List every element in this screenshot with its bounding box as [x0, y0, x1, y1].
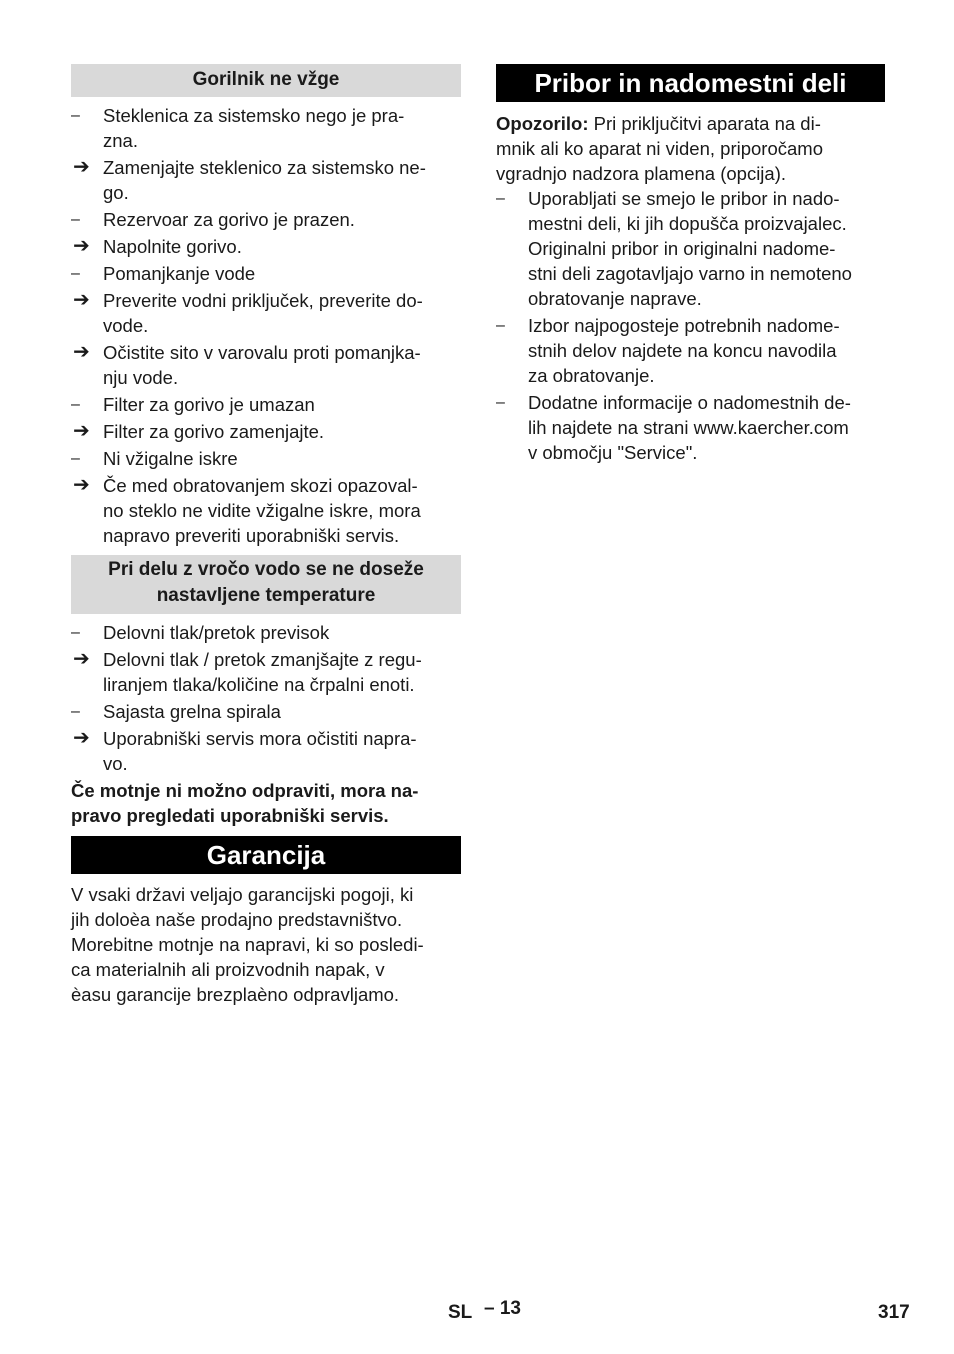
- footer-language: SL: [448, 1302, 473, 1323]
- footer-page-label: – 13: [484, 1298, 521, 1319]
- list-item-text: Uporabljati se smejo le pribor in nado- mestni deli, ki jih dopušča proizvajalec. Originalni pribor in originalni nadome- stni deli zagotavljajo varno in nemoteno obratovanje naprave.: [528, 188, 852, 309]
- accessories-list: [496, 186, 885, 465]
- dash-icon: –: [71, 396, 80, 413]
- warning-paragraph: [496, 111, 885, 186]
- list-item-text: Če med obratovanjem skozi opazoval- no steklo ne vidite vžigalne iskre, mora napravo preveriti uporabniški servis.: [103, 475, 421, 546]
- list-item: [71, 620, 461, 645]
- list-item: [71, 261, 461, 286]
- dash-icon: –: [496, 394, 505, 411]
- list-item-text: Sajasta grelna spirala: [103, 701, 281, 722]
- warning-text: Pri priključitvi aparata na di- mnik ali ko aparat ni viden, priporočamo vgradnjo nadzora plamena (opcija).: [496, 113, 823, 184]
- list-item-text: Očistite sito v varovalu proti pomanjka- nju vode.: [103, 342, 421, 388]
- list-item-text: Delovni tlak/pretok previsok: [103, 622, 330, 643]
- section-heading-warranty: Garancija: [71, 836, 461, 874]
- list-item: [71, 340, 461, 390]
- dash-icon: –: [71, 703, 80, 720]
- list-item: [71, 234, 461, 259]
- list-item: [71, 207, 461, 232]
- dash-icon: –: [71, 265, 80, 282]
- list-item: [71, 647, 461, 697]
- dash-icon: –: [71, 107, 80, 124]
- list-item-text: Preverite vodni priključek, preverite do- vode.: [103, 290, 423, 336]
- arrow-icon: ➔: [73, 420, 90, 442]
- arrow-icon: ➔: [73, 156, 90, 178]
- dash-icon: –: [71, 450, 80, 467]
- arrow-icon: ➔: [73, 235, 90, 257]
- service-note: Če motnje ni možno odpraviti, mora na- pravo pregledati uporabniški servis.: [71, 780, 419, 826]
- section-heading-temperature: Pri delu z vročo vodo se ne doseže nastavljene temperature: [71, 555, 461, 614]
- list-item-text: Izbor najpogosteje potrebnih nadome- stnih delov najdete na koncu navodila za obratovanje.: [528, 315, 840, 386]
- dash-icon: –: [71, 211, 80, 228]
- list-item: [71, 288, 461, 338]
- list-item: [496, 186, 885, 311]
- arrow-icon: ➔: [73, 341, 90, 363]
- list-item-text: Filter za gorivo zamenjajte.: [103, 421, 325, 442]
- right-column: [496, 64, 885, 467]
- list-item-text: Pomanjkanje vode: [103, 263, 256, 284]
- list-item-text: Steklenica za sistemsko nego je pra- zna.: [103, 105, 405, 151]
- list-item-text: Dodatne informacije o nadomestnih de- lih najdete na strani www.kaercher.com v območju "Service".: [528, 392, 851, 463]
- list-item-text: Uporabniški servis mora očistiti napra- vo.: [103, 728, 417, 774]
- list-item-text: Ni vžigalne iskre: [103, 448, 238, 469]
- list-item-text: Zamenjajte steklenico za sistemsko ne- go.: [103, 157, 426, 203]
- list-item-text: Delovni tlak / pretok zmanjšajte z regu- liranjem tlaka/količine na črpalni enoti.: [103, 649, 422, 695]
- list-item: [71, 419, 461, 444]
- list-item-text: Filter za gorivo je umazan: [103, 394, 315, 415]
- list-item: [496, 313, 885, 388]
- section-heading-accessories: Pribor in nadomestni deli: [496, 64, 885, 102]
- temperature-troubleshooting-list: [71, 620, 461, 776]
- arrow-icon: ➔: [73, 727, 90, 749]
- dash-icon: –: [71, 624, 80, 641]
- footer-page-number: 317: [878, 1302, 910, 1323]
- warning-label: Opozorilo:: [496, 113, 589, 134]
- warranty-paragraph: V vsaki državi veljajo garancijski pogoji, ki jih doloèa naše prodajno predstavništvo. Morebitne motnje na napravi, ki so posledi- ca materialnih ali proizvodnih napak, v èasu garancije brezplaèno odpravljamo.: [71, 884, 424, 1005]
- arrow-icon: ➔: [73, 648, 90, 670]
- section-heading-burner: Gorilnik ne vžge: [71, 64, 461, 97]
- arrow-icon: ➔: [73, 289, 90, 311]
- list-item: [71, 155, 461, 205]
- dash-icon: –: [496, 190, 505, 207]
- dash-icon: –: [496, 317, 505, 334]
- list-item-text: Rezervoar za gorivo je prazen.: [103, 209, 355, 230]
- list-item: [71, 726, 461, 776]
- arrow-icon: ➔: [73, 474, 90, 496]
- burner-troubleshooting-list: [71, 103, 461, 548]
- list-item: [71, 103, 461, 153]
- list-item: [71, 699, 461, 724]
- list-item: [71, 446, 461, 471]
- list-item-text: Napolnite gorivo.: [103, 236, 242, 257]
- left-column: [71, 64, 461, 1007]
- list-item: [71, 392, 461, 417]
- list-item: [496, 390, 885, 465]
- list-item: [71, 473, 461, 548]
